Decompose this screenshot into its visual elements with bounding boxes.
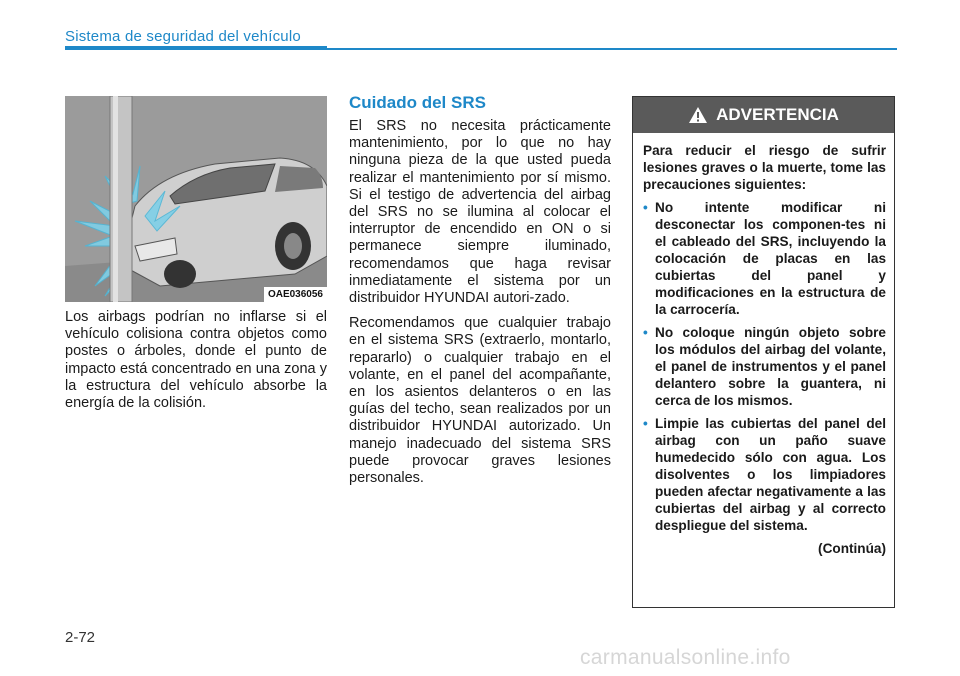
- warning-triangle-icon: [688, 106, 708, 124]
- header-rule-thick: [65, 46, 327, 50]
- figure-code: OAE036056: [264, 287, 327, 302]
- section-heading-srs-care: Cuidado del SRS: [349, 93, 486, 112]
- srs-care-paragraph-1: El SRS no necesita prácticamente mantenimiento, por lo que no hay ninguna pieza de la que usted pueda realizar el mantenimiento por sí mismo. Si el testigo de advertencia del airbag del SRS no se ilumina al colocar el interruptor de encendido en ON o si permanece siempre iluminado, recomendamos que haga revisar inmediatamente el sistema por un distribuidor HYUNDAI autori-zado.: [349, 118, 611, 307]
- page-number: 2-72: [65, 629, 96, 646]
- warning-item: [643, 199, 886, 318]
- warning-box: [632, 96, 895, 608]
- warning-item: [643, 415, 886, 534]
- watermark: carmanualsonline.info: [580, 646, 791, 669]
- warning-item-text: No coloque ningún objeto sobre los módulos del airbag del volante, el panel de instrumentos y el panel delantero sobre la guantera, ni cerca de los mismos.: [655, 325, 886, 408]
- warning-item-text: Limpie las cubiertas del panel del airbag con un paño suave humedecido sólo con agua. Los disolventes o los limpiadores pueden afectar negativamente a las cubiertas del airbag y al correcto despliegue del sistema.: [655, 416, 886, 533]
- warning-body: [633, 133, 894, 557]
- section-title: Sistema de seguridad del vehículo: [65, 28, 301, 45]
- warning-item: [643, 324, 886, 409]
- warning-title: ADVERTENCIA: [716, 105, 839, 124]
- warning-intro: Para reducir el riesgo de sufrir lesiones graves o la muerte, tome las precauciones siguientes:: [643, 143, 886, 192]
- header-rule-thin: [327, 48, 897, 50]
- srs-care-text: [349, 118, 611, 495]
- bullet: •: [643, 200, 648, 215]
- warning-item-text: No intente modificar ni desconectar los componen-tes ni el cableado del SRS, incluyendo la colocación de placas en las cubiertas del panel y modificaciones en la estructura de la carrocería.: [655, 200, 886, 317]
- warning-continued: (Continúa): [818, 541, 886, 556]
- crash-illustration: [65, 96, 327, 302]
- warning-list: [643, 199, 886, 534]
- warning-header: [633, 97, 894, 133]
- body-paragraph-airbag-inflation: Los airbags podrían no inflarse si el vehículo colisiona contra objetos como postes o árboles, donde el punto de impacto está concentrado en una zona y la estructura del vehículo absorbe la energía de la colisión.: [65, 309, 327, 412]
- car-pole-collision-image: [65, 96, 327, 302]
- bullet: •: [643, 416, 648, 431]
- bullet: •: [643, 325, 648, 340]
- srs-care-paragraph-2: Recomendamos que cualquier trabajo en el sistema SRS (extraerlo, montarlo, repararlo) o cualquier trabajo en el volante, en el panel del acompañante, en los asientos delanteros o en las guías del techo, sean realizados por un distribuidor HYUNDAI autorizado. Un manejo inadecuado del sistema SRS puede provocar graves lesiones personales.: [349, 315, 611, 487]
